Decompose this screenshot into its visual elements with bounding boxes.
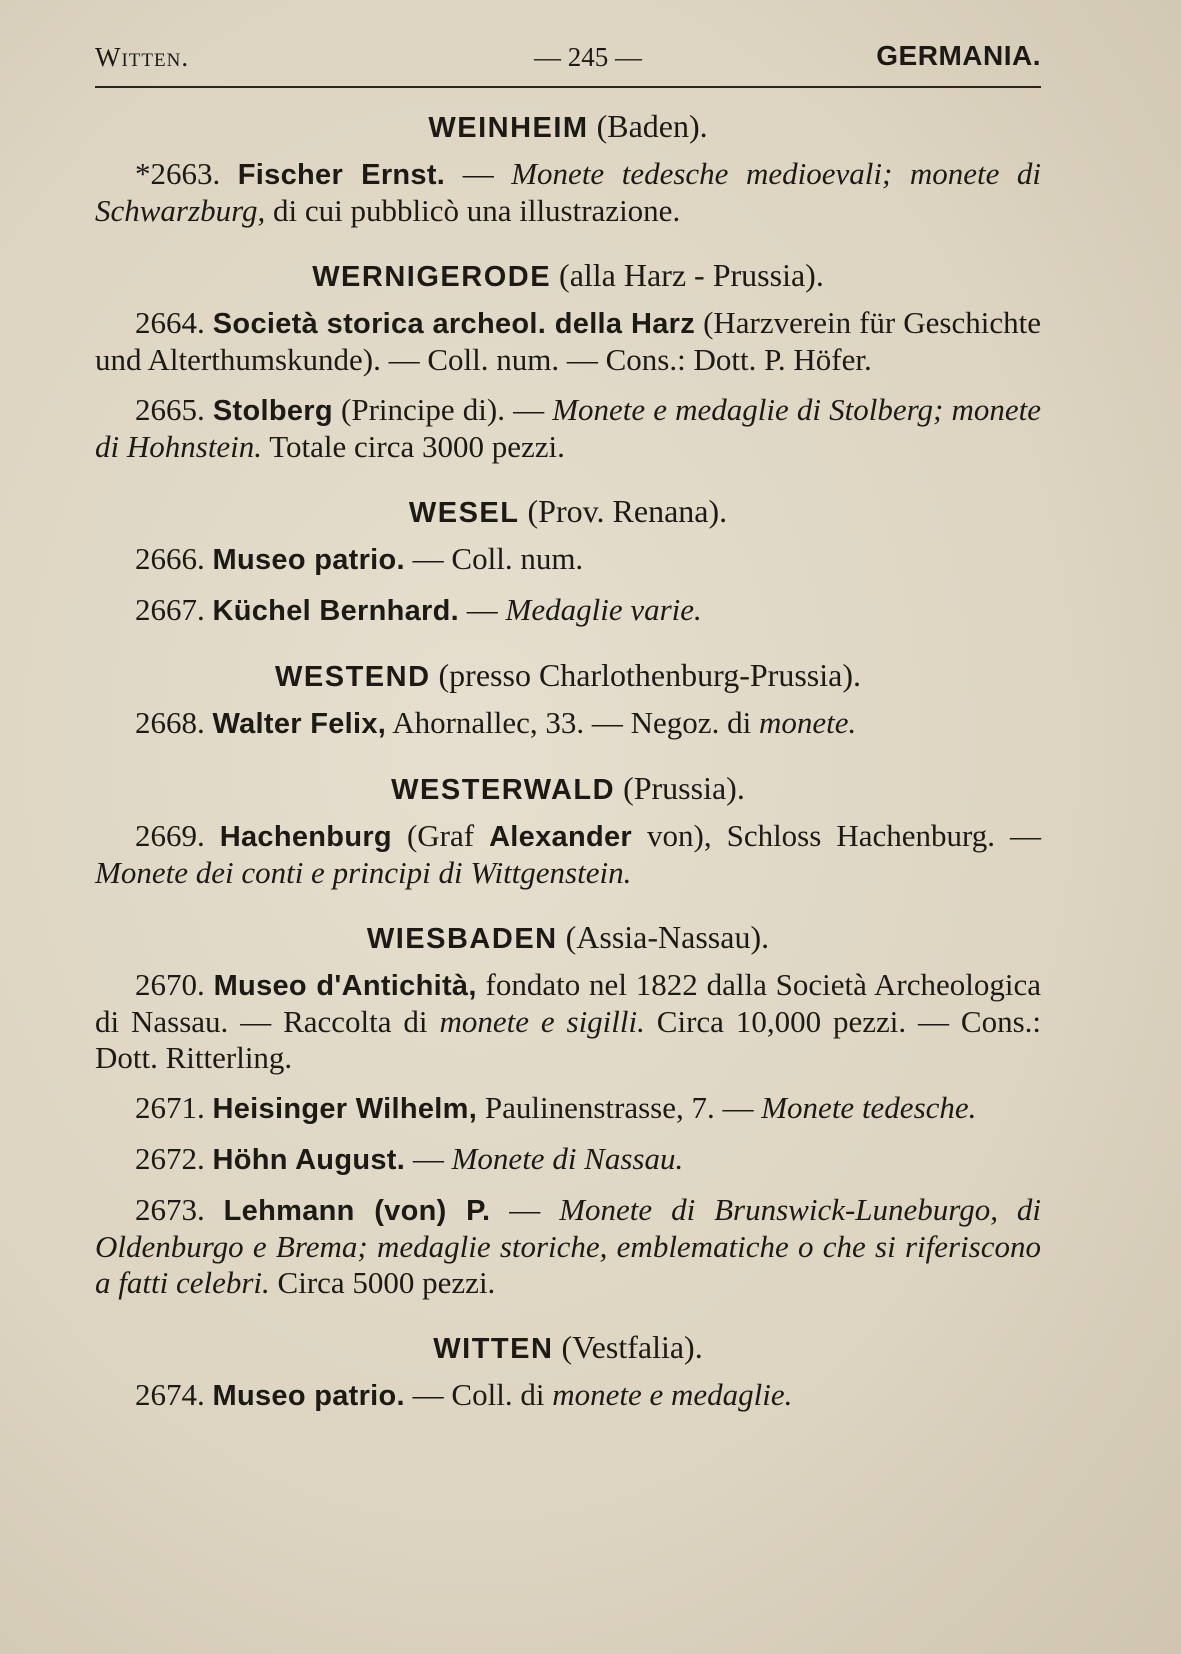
entry-text: von), Schloss Hachenburg. — (632, 818, 1041, 853)
catalog-entry (95, 1090, 1041, 1127)
catalog-entry (95, 818, 1041, 891)
entry-text: (Graf (391, 818, 490, 853)
city-heading (95, 655, 1041, 697)
entry-text: Circa 5000 pezzi. (269, 1265, 496, 1300)
header-right: GERMANIA. (876, 40, 1041, 71)
city-name: WESTERWALD (391, 774, 616, 806)
entry-text: Circa 10,000 pezzi. — Cons.: Dott. Ritterling. (95, 1004, 1041, 1075)
entry-number: 2667. (135, 592, 213, 627)
entry-name: Hachenburg (219, 821, 392, 853)
city-section (95, 768, 1041, 891)
content (95, 106, 1041, 1414)
entry-text: (Principe di). — (332, 392, 553, 427)
catalog-entry (95, 156, 1041, 229)
entry-italic-text: Monete di Nassau. (451, 1141, 684, 1176)
entry-italic-text: Medaglie varie. (505, 592, 702, 627)
catalog-entry (95, 1141, 1041, 1178)
city-name: WIESBADEN (366, 923, 558, 955)
city-name: WITTEN (433, 1333, 554, 1365)
city-section (95, 655, 1041, 742)
entry-italic-text: monete. (758, 705, 857, 740)
entry-text: — Coll. num. (404, 541, 584, 576)
header-rule (95, 86, 1041, 88)
entry-text: (Harzverein für Geschichte und Alterthumskunde). — Coll. num. — Cons.: Dott. P. Höfer. (95, 305, 1041, 377)
entry-text: Ahornallec, 33. — Negoz. di (386, 705, 759, 740)
entry-number: 2669. (135, 818, 220, 853)
header-left: Witten. (95, 42, 190, 72)
entry-text: Paulinenstrasse, 7. — (477, 1090, 762, 1125)
entry-number: 2664. (135, 305, 213, 340)
entry-number: 2673. (135, 1192, 224, 1227)
city-heading (95, 917, 1041, 959)
catalog-entry (95, 967, 1041, 1076)
city-region: (Prov. Renana). (519, 493, 728, 529)
catalog-entry (95, 305, 1041, 378)
catalog-entry (95, 541, 1041, 578)
city-region: (presso Charlothenburg-Prussia). (430, 657, 861, 693)
entry-name: Höhn August. (212, 1144, 406, 1176)
catalog-entry (95, 392, 1041, 465)
city-name: WEINHEIM (428, 112, 589, 144)
entry-name: Küchel Bernhard. (212, 595, 460, 627)
entry-italic-text: Monete tedesche. (761, 1090, 977, 1125)
entry-text: di cui pubblicò una illustrazione. (265, 193, 681, 228)
entry-number: *2663. (135, 156, 238, 191)
city-heading (95, 768, 1041, 810)
entry-name: Museo d'Antichità, (213, 970, 477, 1002)
city-section (95, 106, 1041, 229)
city-region: (Baden). (588, 108, 708, 144)
city-region: (Assia-Nassau). (557, 919, 770, 955)
entry-name: Stolberg (212, 395, 333, 427)
entry-name: Museo patrio. (212, 1380, 405, 1412)
entry-italic-text: Monete di Brunswick-Luneburgo, di Oldenburgo e Brema; medaglie storiche, emblematiche o che si riferiscono a fatti celebri. (95, 1192, 1041, 1300)
entry-name: Walter Felix, (212, 708, 387, 740)
entry-italic-text: monete e sigilli. (439, 1004, 645, 1039)
city-heading (95, 255, 1041, 297)
city-section (95, 491, 1041, 629)
page-number: — 245 — (534, 42, 642, 72)
entry-italic-text: Monete tedesche medioevali; monete di Schwarzburg, (95, 156, 1041, 228)
page (95, 38, 1041, 1428)
city-section (95, 917, 1041, 1301)
entry-number: 2674. (135, 1377, 213, 1412)
entry-name: Lehmann (von) P. (223, 1195, 491, 1227)
entry-number: 2668. (135, 705, 213, 740)
entry-name: Heisinger Wilhelm, (212, 1093, 478, 1125)
entry-italic-text: Monete dei conti e principi di Wittgenstein. (95, 855, 632, 890)
city-section (95, 255, 1041, 465)
entry-text: Totale circa 3000 pezzi. (262, 429, 565, 464)
entry-text: — (490, 1192, 560, 1227)
entry-name: Società storica archeol. della Harz (212, 308, 696, 340)
catalog-entry (95, 1192, 1041, 1301)
entry-text: fondato nel 1822 dalla Società Archeologica di Nassau. — Raccolta di (95, 967, 1042, 1039)
entry-text: — (445, 156, 512, 191)
entry-name: Museo patrio. (212, 544, 405, 576)
city-heading (95, 491, 1041, 533)
catalog-entry (95, 592, 1041, 629)
entry-number: 2672. (135, 1141, 213, 1176)
city-region: (alla Harz - Prussia). (551, 257, 824, 293)
entry-text: Alexander (489, 821, 632, 853)
entry-number: 2671. (135, 1090, 213, 1125)
running-header (95, 38, 1041, 82)
entry-text: — Coll. di (404, 1377, 553, 1412)
city-heading (95, 106, 1041, 148)
city-name: WESTEND (275, 661, 431, 693)
entry-number: 2665. (135, 392, 213, 427)
catalog-entry (95, 1377, 1041, 1414)
city-name: WESEL (408, 497, 520, 529)
city-heading (95, 1327, 1041, 1369)
entry-italic-text: Monete e medaglie di Stolberg; monete di Hohnstein. (95, 392, 1042, 464)
entry-name: Fischer Ernst. (237, 159, 446, 191)
city-region: (Vestfalia). (553, 1329, 703, 1365)
city-region: (Prussia). (615, 770, 745, 806)
entry-text: — (405, 1141, 452, 1176)
city-section (95, 1327, 1041, 1414)
entry-italic-text: monete e medaglie. (552, 1377, 793, 1412)
entry-number: 2666. (135, 541, 213, 576)
city-name: WERNIGERODE (312, 261, 552, 293)
entry-text: — (459, 592, 506, 627)
catalog-entry (95, 705, 1041, 742)
entry-number: 2670. (135, 967, 214, 1002)
